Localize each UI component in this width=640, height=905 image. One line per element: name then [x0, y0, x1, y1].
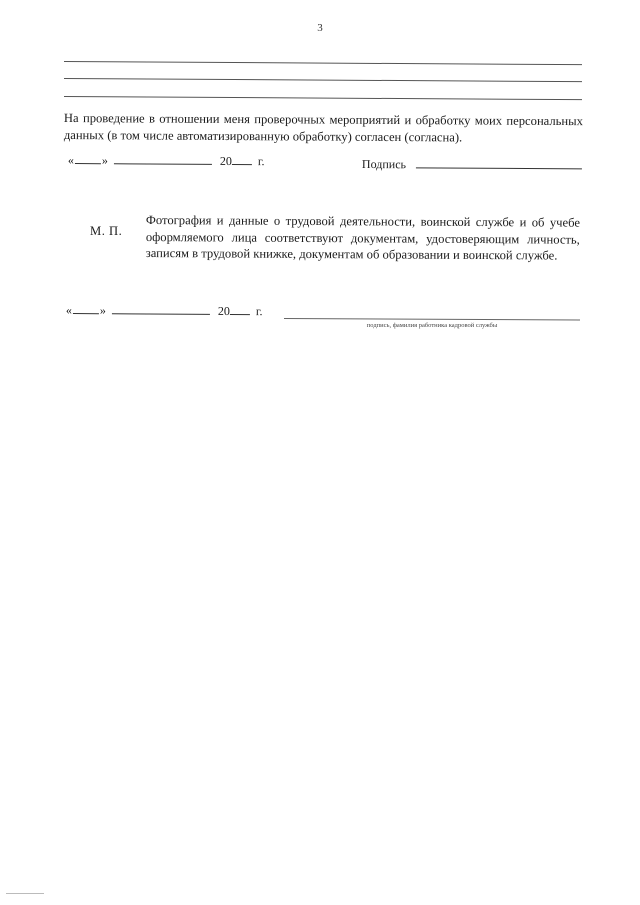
hr-signature-caption: подпись, фамилия работника кадровой службы	[366, 322, 498, 329]
year-suffix: г.	[257, 154, 265, 169]
hr-signature-field[interactable]	[284, 318, 580, 321]
hr-confirmation-statement: Фотография и данные о трудовой деятельности, воинской службе и об учебе оформляемого лица соответствуют документам, удостоверяющим личность, записям в трудовой книжке, документам об образовании и воинской службе.	[145, 212, 580, 263]
blank-line-1	[64, 61, 582, 65]
hr-date-row	[66, 302, 263, 319]
consent-statement: На проведение в отношении меня проверочных мероприятий и обработку моих персональных данных (в том числе автоматизированную обработку) согласен (согласна).	[63, 110, 583, 145]
scan-edge-mark	[6, 893, 44, 894]
year-prefix: 20	[219, 153, 232, 169]
blank-line-3	[64, 96, 582, 100]
year-prefix: 20	[217, 303, 230, 319]
day-field[interactable]	[75, 152, 101, 164]
close-quote: »	[99, 303, 106, 318]
year-suffix: г.	[255, 304, 263, 319]
signature-label: Подпись	[361, 156, 407, 172]
month-field[interactable]	[112, 302, 210, 315]
close-quote: »	[101, 153, 108, 168]
stamp-placeholder: М. П.	[90, 224, 123, 238]
year-field[interactable]	[232, 153, 252, 165]
blank-line-2	[64, 78, 582, 82]
signature-row	[362, 156, 582, 173]
year-field[interactable]	[230, 303, 250, 315]
page-number: 3	[317, 22, 323, 34]
open-quote: «	[65, 302, 72, 318]
month-field[interactable]	[114, 152, 212, 165]
consent-date-row	[68, 152, 265, 169]
day-field[interactable]	[73, 302, 99, 314]
open-quote: «	[67, 152, 74, 168]
signature-field[interactable]	[416, 156, 582, 169]
